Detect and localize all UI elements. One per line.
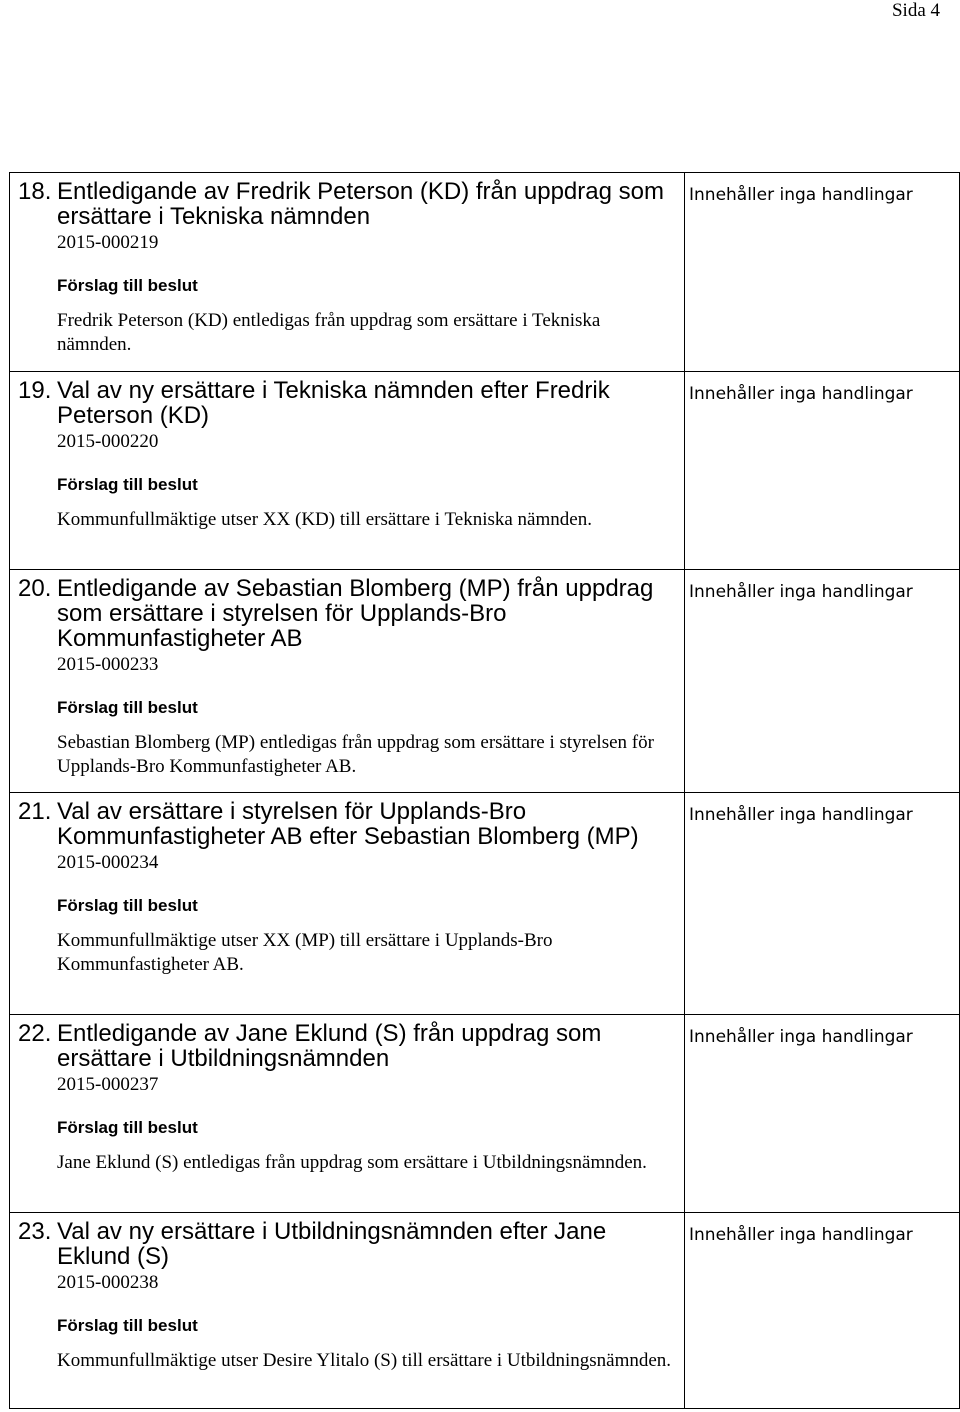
agenda-item-content [10,1213,685,1409]
proposal-text: Jane Eklund (S) entledigas från uppdrag som ersättare i Utbildningsnämnden. [57,1152,647,1173]
status-text: Innehåller inga handlingar [689,1225,913,1245]
proposal-heading: Förslag till beslut [57,1118,198,1137]
item-number: 21. [18,798,52,825]
proposal-text: Kommunfullmäktige utser Desire Ylitalo (S) till ersättare i Utbildningsnämnden. [57,1350,672,1371]
proposal-heading: Förslag till beslut [57,1316,198,1335]
agenda-item-content [10,173,685,372]
case-number: 2015-000234 [57,852,159,873]
status-text: Innehåller inga handlingar [689,582,913,602]
status-cell [685,570,960,793]
item-title: Entledigande av Sebastian Blomberg (MP) från uppdrag som ersättare i styrelsen för Upplands-Bro Kommunfastigheter AB [57,575,654,652]
proposal-heading: Förslag till beslut [57,475,198,494]
agenda-item-20 [10,570,960,793]
agenda-item-content [10,570,685,793]
item-number: 22. [18,1020,52,1047]
proposal-text: Kommunfullmäktige utser XX (KD) till ersättare i Tekniska nämnden. [57,509,592,530]
proposal-text: Kommunfullmäktige utser XX (MP) till ersättare i Upplands-Bro Kommunfastigheter AB. [57,930,553,975]
agenda-item-content [10,1015,685,1213]
case-number: 2015-000219 [57,232,159,253]
item-title: Val av ny ersättare i Tekniska nämnden efter Fredrik Peterson (KD) [57,377,610,429]
case-number: 2015-000220 [57,431,159,452]
agenda-item-18 [10,173,960,372]
status-text: Innehåller inga handlingar [689,1027,913,1047]
status-cell [685,173,960,372]
item-title: Val av ny ersättare i Utbildningsnämnden efter Jane Eklund (S) [57,1218,607,1270]
item-title: Entledigande av Fredrik Peterson (KD) från uppdrag som ersättare i Tekniska nämnden [57,178,664,230]
case-number: 2015-000233 [57,654,159,675]
item-title: Val av ersättare i styrelsen för Upplands-Bro Kommunfastigheter AB efter Sebastian Blomberg (MP) [57,798,639,850]
proposal-text: Sebastian Blomberg (MP) entledigas från uppdrag som ersättare i styrelsen för Upplands-Bro Kommunfastigheter AB. [57,732,654,777]
status-cell [685,1015,960,1213]
status-cell [685,1213,960,1409]
agenda-item-22 [10,1015,960,1213]
status-text: Innehåller inga handlingar [689,805,913,825]
proposal-heading: Förslag till beslut [57,896,198,915]
item-number: 20. [18,575,52,602]
item-number: 18. [18,178,52,205]
proposal-heading: Förslag till beslut [57,276,198,295]
agenda-item-content [10,793,685,1015]
agenda-item-23 [10,1213,960,1409]
status-cell [685,793,960,1015]
case-number: 2015-000238 [57,1272,159,1293]
case-number: 2015-000237 [57,1074,159,1095]
status-cell [685,372,960,570]
status-text: Innehåller inga handlingar [689,185,913,205]
agenda-table [9,172,960,1409]
proposal-heading: Förslag till beslut [57,698,198,717]
agenda-item-content [10,372,685,570]
item-number: 19. [18,377,52,404]
item-number: 23. [18,1218,52,1245]
proposal-text: Fredrik Peterson (KD) entledigas från uppdrag som ersättare i Tekniska nämnden. [57,310,601,355]
item-title: Entledigande av Jane Eklund (S) från uppdrag som ersättare i Utbildningsnämnden [57,1020,602,1072]
status-text: Innehåller inga handlingar [689,384,913,404]
agenda-item-19 [10,372,960,570]
page-number: Sida 4 [891,0,940,21]
agenda-item-21 [10,793,960,1015]
